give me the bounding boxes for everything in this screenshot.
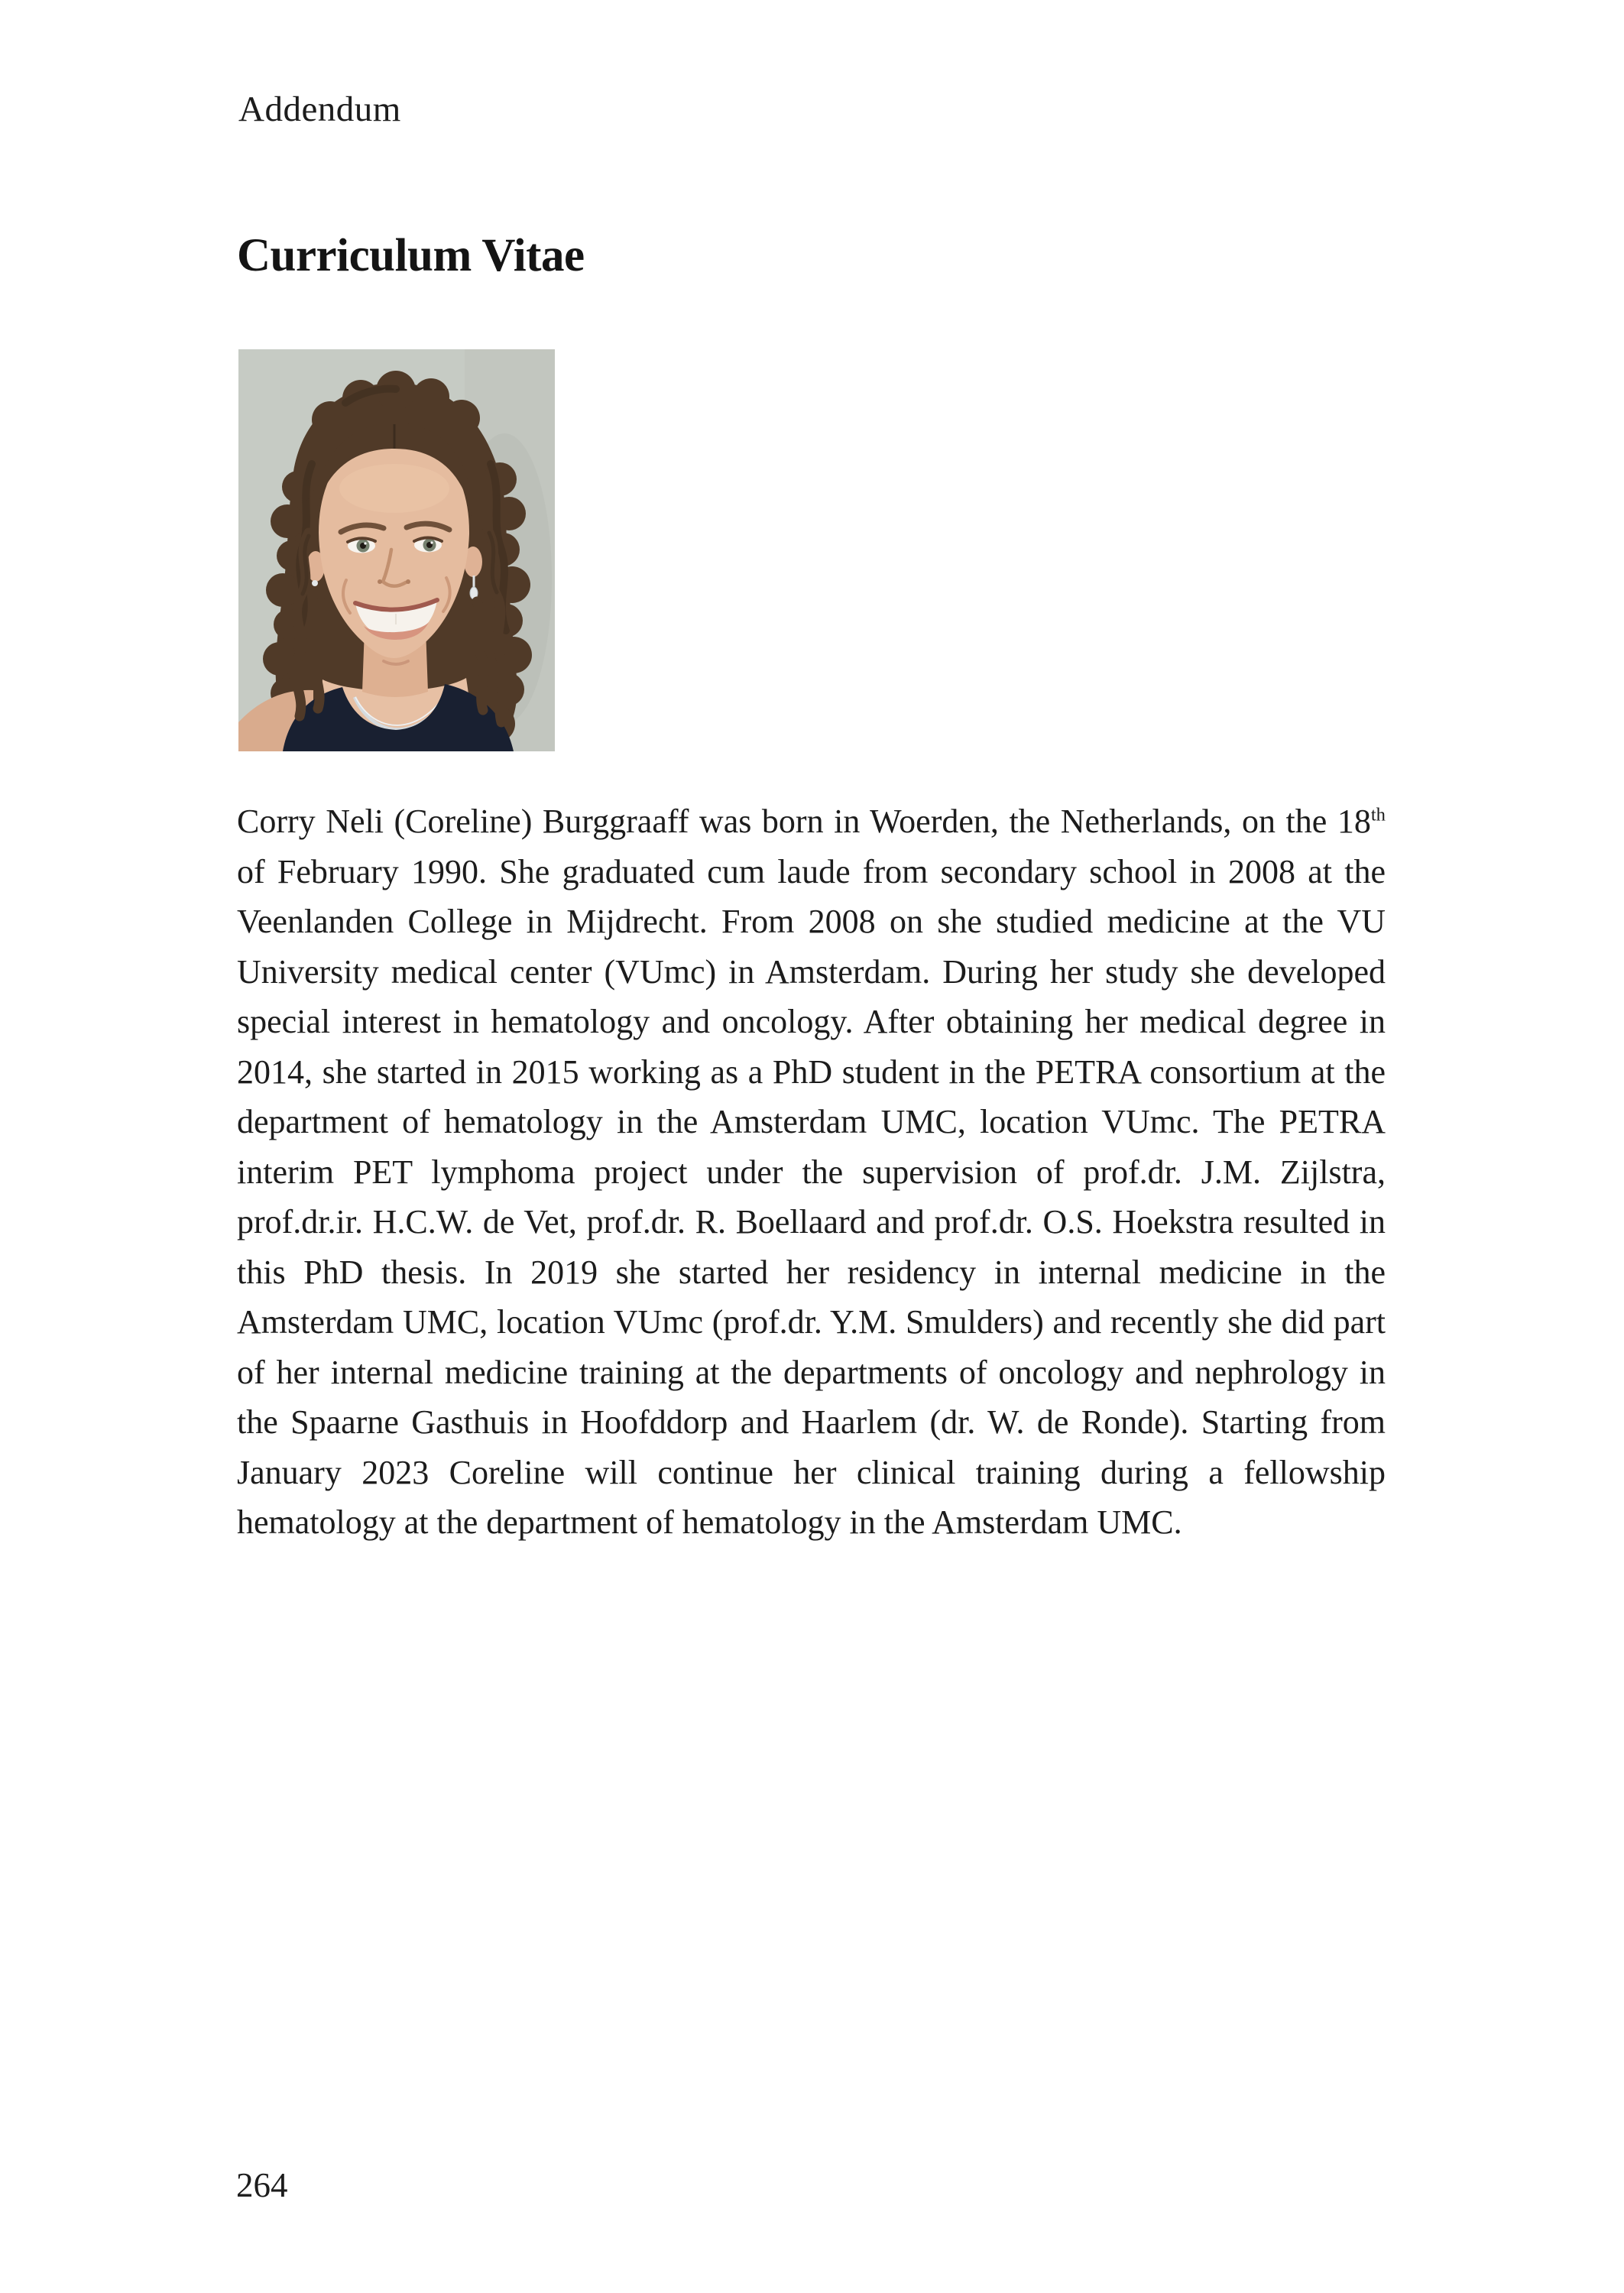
bio-text: Corry Neli (Coreline) Burggraaff was born in Woerden, the Netherlands, on the 18 [237,803,1371,840]
page-number: 264 [236,2166,288,2204]
portrait-photo [238,349,555,751]
bio-text-continued: of February 1990. She graduated cum laude from secondary school in 2008 at the Veenlanden College in Mijdrecht. From 2008 on she studied medicine at the VU University medical center (VUmc) in Amsterdam. During her study she developed special interest in hematology and oncology. After obtaining her medical degree in 2014, she started in 2015 working as a PhD student in the PETRA consortium at the department of hematology in the Amsterdam UMC, location VUmc. The PETRA interim PET lymphoma project under the supervision of prof.dr. J.M. Zijlstra, prof.dr.ir. H.C.W. de Vet, prof.dr. R. Boellaard and prof.dr. O.S. Hoekstra resulted in this PhD thesis. In 2019 she started her residency in internal medicine in the Amsterdam UMC, location VUmc (prof.dr. Y.M. Smulders) and recently she did part of her internal medicine training at the departments of oncology and nephrology in the Spaarne Gasthuis in Hoofddorp and Haarlem (dr. W. de Ronde). Starting from January 2023 Coreline will continue her clinical training during a fellowship hematology at the department of hematology in the Amsterdam UMC. [237,852,1386,1541]
biography-paragraph [237,796,1386,1548]
ordinal-superscript: th [1370,804,1386,825]
running-header: Addendum [238,89,401,129]
portrait-illustration [238,349,555,751]
page-title: Curriculum Vitae [237,230,585,281]
